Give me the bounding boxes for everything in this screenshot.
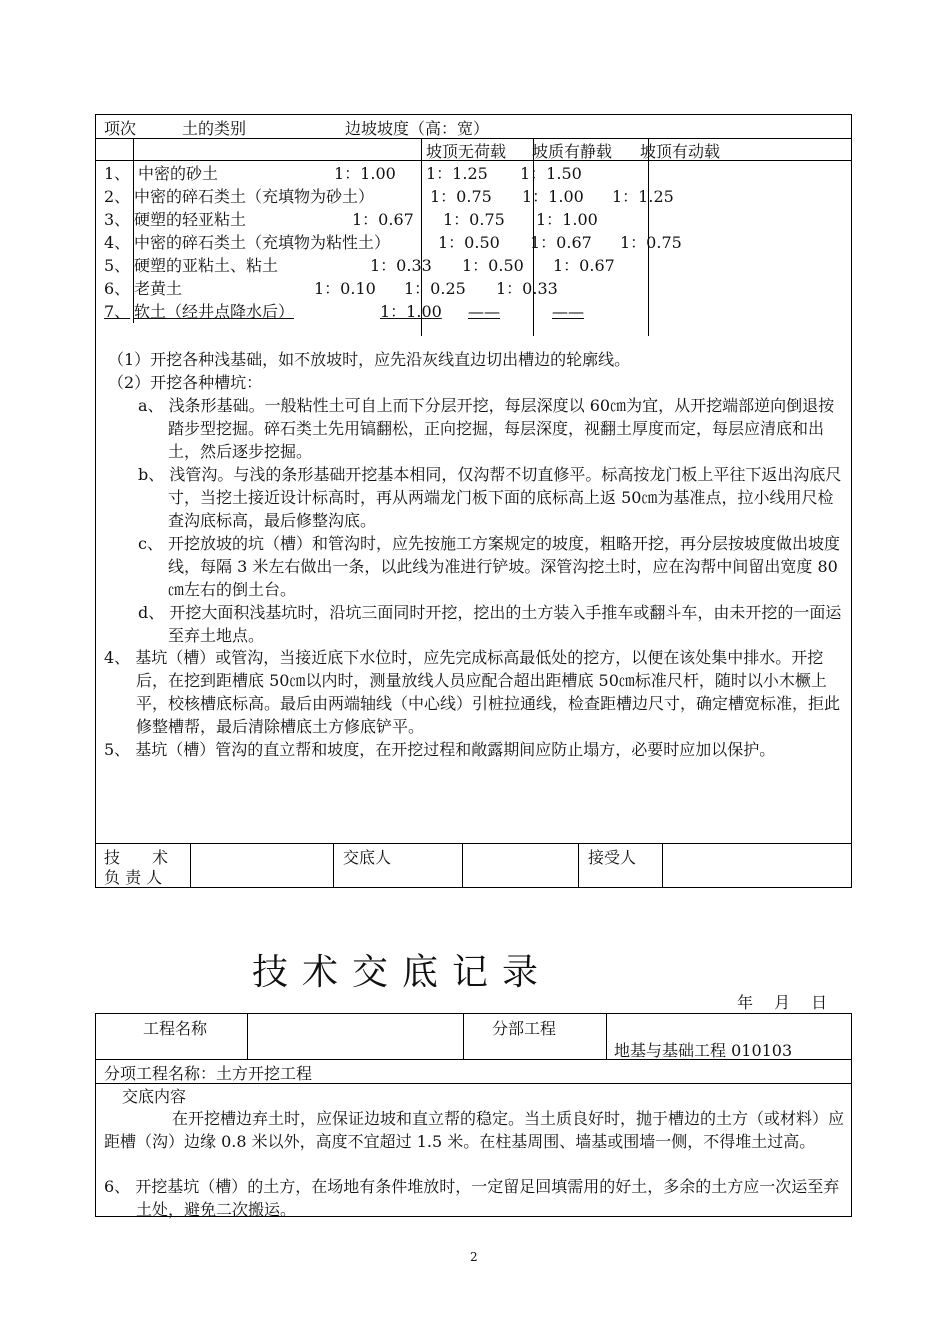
record-title: 技术交底记录 bbox=[252, 952, 553, 993]
row-dynamic: 1：0.75 bbox=[620, 233, 682, 252]
row-soil: 硬塑的亚粘土、粘土 bbox=[134, 256, 279, 275]
para-shallow-foundation: （1）开挖各种浅基础，如不放坡时，应先沿灰线直边切出槽边的轮廓线。 bbox=[108, 350, 631, 369]
row-no-load: 1：0.75 bbox=[430, 187, 492, 206]
row-dynamic: 1：1.00 bbox=[536, 210, 598, 229]
sub-header-no-load: 坡顶无荷载 bbox=[426, 142, 507, 161]
row-no-load: 1：0.50 bbox=[438, 233, 500, 252]
row-dynamic: —— bbox=[552, 302, 584, 321]
row-soil: 软土（经井点降水后） bbox=[134, 302, 295, 321]
para-a-strip-foundation: a、 浅条形基础。一般粘性土可自上而下分层开挖，每层深度以 60㎝为宜，从开挖端部逆向倒退按踏步型挖掘。碎石类土先用镐翻松，正向挖掘，每层深度，视翻土厚度而定，每层应清底和出土，然后逐步挖掘。 bbox=[138, 396, 835, 461]
row-index: 7、 bbox=[104, 302, 131, 321]
tech-lead-label-2: 负 责 人 bbox=[104, 868, 163, 887]
col-soil-header: 土的类别 bbox=[182, 119, 247, 138]
row-dynamic: 1：1.25 bbox=[612, 187, 674, 206]
row-static: 1：1.25 bbox=[426, 164, 488, 183]
row-static: —— bbox=[468, 302, 500, 321]
row-dynamic: 1：0.67 bbox=[553, 256, 615, 275]
row-static: 1：0.25 bbox=[404, 279, 466, 298]
row-index: 6、 bbox=[104, 279, 131, 298]
row-index: 1、 bbox=[104, 164, 131, 183]
page-number: 2 bbox=[470, 1250, 478, 1264]
handover-label: 交底人 bbox=[343, 848, 392, 867]
row-static: 1：0.67 bbox=[530, 233, 592, 252]
project-name-label: 工程名称 bbox=[143, 1019, 208, 1038]
row-no-load: 1：0.10 bbox=[314, 279, 376, 298]
row-soil: 硬塑的轻亚粘土 bbox=[134, 210, 247, 229]
row-no-load: 1：1.00 bbox=[334, 164, 396, 183]
row-static: 1：1.00 bbox=[522, 187, 584, 206]
row-soil: 中密的砂土 bbox=[138, 164, 219, 183]
division-label: 分部工程 bbox=[492, 1019, 557, 1038]
row-no-load: 1：1.00 bbox=[380, 302, 442, 321]
row-soil: 中密的碎石类土（充填物为粘性土） bbox=[134, 233, 391, 252]
content-label: 交底内容 bbox=[122, 1087, 187, 1106]
row-index: 3、 bbox=[104, 210, 131, 229]
content-paragraph-6: 6、 开挖基坑（槽）的土方，在场地有条件堆放时，一定留足回填需用的好土，多余的土方应一次运至弃土处，避免二次搬运。 bbox=[104, 1177, 840, 1219]
para-trench-heading: （2）开挖各种槽坑： bbox=[108, 373, 263, 392]
row-no-load: 1：0.33 bbox=[370, 256, 432, 275]
row-soil: 中密的碎石类土（充填物为砂土） bbox=[134, 187, 375, 206]
row-index: 2、 bbox=[104, 187, 131, 206]
sub-header-dynamic-load: 坡顶有动载 bbox=[640, 142, 721, 161]
row-dynamic: 1：1.50 bbox=[520, 164, 582, 183]
sub-header-static-load: 坡质有静载 bbox=[532, 142, 613, 161]
row-index: 5、 bbox=[104, 256, 131, 275]
row-static: 1：0.75 bbox=[443, 210, 505, 229]
row-static: 1：0.50 bbox=[462, 256, 524, 275]
para-b-shallow-pipe-trench: b、 浅管沟。与浅的条形基础开挖基本相同，仅沟帮不切直修平。标高按龙门板上平往下返出沟底尺寸，当挖土接近设计标高时，再从两端龙门板下面的底标高上返 50㎝为基准点，拉小线用尺检查沟底标高，最后修整沟底。 bbox=[138, 465, 842, 530]
row-soil: 老黄土 bbox=[134, 279, 183, 298]
col-index-header: 项次 bbox=[104, 119, 137, 138]
tech-lead-label-1: 技 术 bbox=[104, 848, 169, 867]
para-item5-collapse: 5、 基坑（槽）管沟的直立帮和坡度，在开挖过程和敞露期间应防止塌方，必要时应加以保护。 bbox=[104, 740, 776, 759]
subitem-name: 分项工程名称：土方开挖工程 bbox=[104, 1064, 313, 1083]
row-dynamic: 1：0.33 bbox=[496, 279, 558, 298]
row-index: 4、 bbox=[104, 233, 131, 252]
date-line: 年 月 日 bbox=[737, 993, 828, 1012]
para-d-large-pit: d、 开挖大面积浅基坑时，沿坑三面同时开挖，挖出的土方装入手推车或翻斗车，由未开挖的一面运至弃土地点。 bbox=[138, 603, 842, 645]
row-no-load: 1：0.67 bbox=[352, 210, 414, 229]
para-c-sloped-pit: c、 开挖放坡的坑（槽）和管沟时，应先按施工方案规定的坡度，粗略开挖，再分层按坡度做出坡度线，每隔 3 米左右做出一条，以此线为准进行铲坡。深管沟挖土时，应在沟帮中间留出宽度 80㎝左右的倒土台。 bbox=[138, 534, 841, 599]
col-slope-header: 边坡坡度（高：宽） bbox=[345, 119, 490, 138]
division-value: 地基与基础工程 010103 bbox=[614, 1041, 793, 1060]
para-item4-groundwater: 4、 基坑（槽）或管沟，当接近底下水位时，应先完成标高最低处的挖方，以便在该处集中排水。开挖后，在挖到距槽底 50㎝以内时，测量放线人员应配合超出距槽底 50㎝标准尺杆，随时以小木橛上平，校核槽底标高。最后由两端轴线（中心线）引桩拉通线，检查距槽边尺寸，确定槽宽标准，拒此修整槽帮，最后清除槽底土方修底铲平。 bbox=[104, 648, 841, 736]
content-paragraph-spoil: 在开挖槽边弃土时，应保证边坡和直立帮的稳定。当土质良好时，抛于槽边的土方（或材料）应距槽（沟）边缘 0.8 米以外，高度不宜超过 1.5 米。在柱基周围、墙基或围墙一侧，不得堆土过高。 bbox=[104, 1109, 845, 1151]
receiver-label: 接受人 bbox=[588, 848, 637, 867]
